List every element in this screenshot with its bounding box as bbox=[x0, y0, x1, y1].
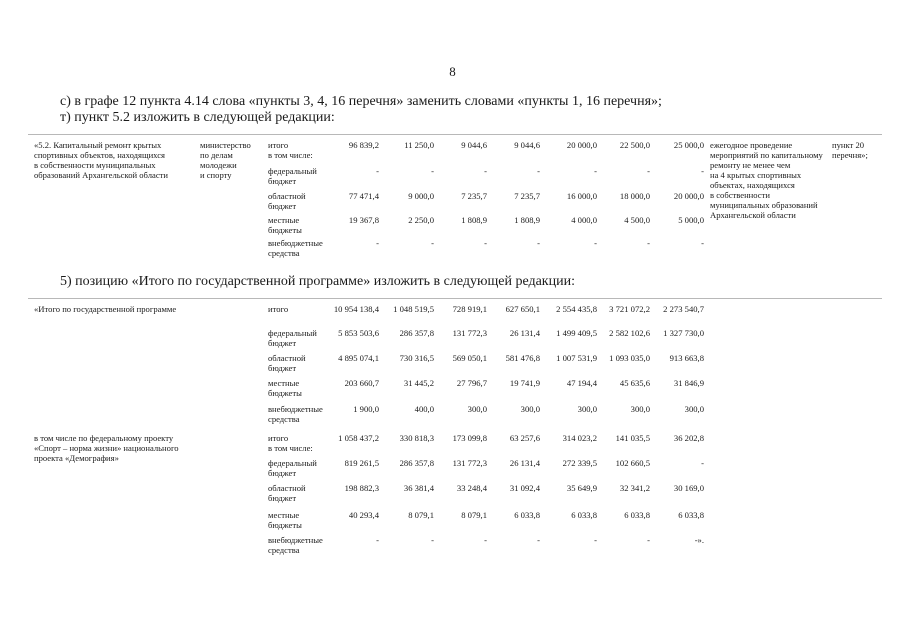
amount-cell: 26 131,4 bbox=[509, 328, 540, 338]
amount-cell: 141 035,5 bbox=[615, 433, 650, 443]
amount-cell: - bbox=[431, 166, 434, 176]
amount-cell: 1 808,9 bbox=[514, 215, 540, 225]
amount-cell: 173 099,8 bbox=[452, 433, 487, 443]
amount-cell: 77 471,4 bbox=[348, 191, 379, 201]
amount-cell: 31 445,2 bbox=[403, 378, 434, 388]
amount-cell: 6 033,8 bbox=[514, 510, 540, 520]
expected-result-line: ремонту не менее чем bbox=[710, 160, 791, 170]
measure-name-line: образований Архангельской области bbox=[34, 170, 168, 180]
amount-cell: 6 033,8 bbox=[571, 510, 597, 520]
amount-cell: 1 499 409,5 bbox=[556, 328, 597, 338]
amount-cell: 16 000,0 bbox=[566, 191, 597, 201]
amount-cell: 581 476,8 bbox=[505, 353, 540, 363]
measure-name-line: в собственности муниципальных bbox=[34, 160, 156, 170]
funding-source-label: областной bbox=[268, 191, 306, 201]
amount-cell: 198 882,3 bbox=[344, 483, 379, 493]
funding-source-label: средства bbox=[268, 545, 300, 555]
amount-cell: 1 808,9 bbox=[461, 215, 487, 225]
funding-source-label: местные bbox=[268, 510, 300, 520]
paragraph-5: 5) позицию «Итого по государственной программе» изложить в следующей редакции: bbox=[60, 274, 575, 289]
amount-cell: - bbox=[484, 238, 487, 248]
table2-top-rule bbox=[28, 298, 882, 299]
amount-cell: 4 000,0 bbox=[571, 215, 597, 225]
funding-source-label: местные bbox=[268, 215, 300, 225]
amount-cell: 32 341,2 bbox=[619, 483, 650, 493]
amount-cell: 35 649,9 bbox=[566, 483, 597, 493]
amount-cell: - bbox=[431, 535, 434, 545]
amount-cell: 730 316,5 bbox=[399, 353, 434, 363]
funding-source-label: бюджет bbox=[268, 176, 297, 186]
amount-cell: 1 093 035,0 bbox=[609, 353, 650, 363]
measure-name-line: «5.2. Капитальный ремонт крытых bbox=[34, 140, 162, 150]
amount-cell: 8 079,1 bbox=[461, 510, 487, 520]
section-name-line: в том числе по федеральному проекту bbox=[34, 433, 174, 443]
amount-cell: 8 079,1 bbox=[408, 510, 434, 520]
amount-cell: 314 023,2 bbox=[562, 433, 597, 443]
expected-result-line: муниципальных образований bbox=[710, 200, 818, 210]
amount-cell: 300,0 bbox=[684, 404, 704, 414]
amount-cell: 131 772,3 bbox=[452, 328, 487, 338]
amount-cell: 10 954 138,4 bbox=[333, 304, 379, 314]
amount-cell: - bbox=[594, 535, 597, 545]
amount-cell: 9 044,6 bbox=[514, 140, 540, 150]
indicator-link-line: пункт 20 bbox=[832, 140, 865, 150]
amount-cell: 330 818,3 bbox=[399, 433, 434, 443]
amount-cell: 7 235,7 bbox=[461, 191, 487, 201]
amount-cell: 569 050,1 bbox=[452, 353, 487, 363]
amount-cell: 6 033,8 bbox=[624, 510, 650, 520]
funding-source-label: федеральный bbox=[268, 166, 317, 176]
paragraph-t: т) пункт 5.2 изложить в следующей редакции: bbox=[60, 110, 335, 125]
amount-cell: - bbox=[537, 535, 540, 545]
funding-source-label: областной bbox=[268, 353, 306, 363]
funding-source-label: внебюджетные bbox=[268, 404, 323, 414]
funding-source-label: итого bbox=[268, 433, 289, 443]
funding-source-label: бюджет bbox=[268, 201, 297, 211]
amount-cell: 11 250,0 bbox=[404, 140, 434, 150]
amount-cell: 400,0 bbox=[414, 404, 434, 414]
funding-source-label: в том числе: bbox=[268, 150, 313, 160]
amount-cell: 1 058 437,2 bbox=[338, 433, 379, 443]
funding-source-label: федеральный bbox=[268, 458, 317, 468]
amount-cell: 2 273 540,7 bbox=[663, 304, 704, 314]
amount-cell: - bbox=[376, 238, 379, 248]
funding-source-label: областной bbox=[268, 483, 306, 493]
amount-cell: - bbox=[484, 535, 487, 545]
expected-result-line: объектах, находящихся bbox=[710, 180, 795, 190]
amount-cell: - bbox=[701, 458, 704, 468]
amount-cell: - bbox=[537, 166, 540, 176]
section-name-line: проекта «Демография» bbox=[34, 453, 119, 463]
page-number: 8 bbox=[449, 64, 456, 79]
amount-cell: - bbox=[376, 166, 379, 176]
amount-cell: 19 741,9 bbox=[509, 378, 540, 388]
amount-cell: 7 235,7 bbox=[514, 191, 540, 201]
amount-cell: 203 660,7 bbox=[344, 378, 379, 388]
expected-result-line: в собственности bbox=[710, 190, 770, 200]
funding-source-label: бюджет bbox=[268, 493, 297, 503]
amount-cell: 131 772,3 bbox=[452, 458, 487, 468]
executor-line: министерство bbox=[200, 140, 251, 150]
amount-cell: - bbox=[647, 238, 650, 248]
amount-cell: 2 554 435,8 bbox=[556, 304, 597, 314]
amount-cell: 45 635,6 bbox=[619, 378, 650, 388]
funding-source-label: бюджеты bbox=[268, 388, 302, 398]
amount-cell: 1 327 730,0 bbox=[663, 328, 704, 338]
funding-source-label: средства bbox=[268, 248, 300, 258]
amount-cell: - bbox=[431, 238, 434, 248]
table1-top-rule bbox=[28, 134, 882, 135]
executor-line: молодежи bbox=[200, 160, 237, 170]
section-name-line: «Итого по государственной программе bbox=[34, 304, 177, 314]
amount-cell: 18 000,0 bbox=[619, 191, 650, 201]
amount-cell: -». bbox=[694, 535, 704, 545]
funding-source-label: бюджет bbox=[268, 338, 297, 348]
amount-cell: 728 919,1 bbox=[452, 304, 487, 314]
amount-cell: 19 367,8 bbox=[348, 215, 379, 225]
amount-cell: - bbox=[537, 238, 540, 248]
funding-source-label: внебюджетные bbox=[268, 238, 323, 248]
funding-source-label: итого bbox=[268, 140, 289, 150]
amount-cell: 1 048 519,5 bbox=[393, 304, 434, 314]
amount-cell: - bbox=[647, 535, 650, 545]
expected-result-line: ежегодное проведение bbox=[710, 140, 793, 150]
executor-line: и спорту bbox=[200, 170, 232, 180]
amount-cell: 300,0 bbox=[467, 404, 487, 414]
amount-cell: 40 293,4 bbox=[348, 510, 379, 520]
amount-cell: - bbox=[484, 166, 487, 176]
amount-cell: 300,0 bbox=[520, 404, 540, 414]
funding-source-label: итого bbox=[268, 304, 289, 314]
amount-cell: 6 033,8 bbox=[678, 510, 704, 520]
amount-cell: 9 000,0 bbox=[408, 191, 434, 201]
amount-cell: - bbox=[701, 238, 704, 248]
amount-cell: 1 900,0 bbox=[353, 404, 379, 414]
amount-cell: - bbox=[647, 166, 650, 176]
amount-cell: 5 853 503,6 bbox=[338, 328, 379, 338]
amount-cell: 4 895 074,1 bbox=[338, 353, 379, 363]
amount-cell: - bbox=[594, 238, 597, 248]
amount-cell: 1 007 531,9 bbox=[556, 353, 597, 363]
amount-cell: 31 092,4 bbox=[509, 483, 540, 493]
amount-cell: 627 650,1 bbox=[505, 304, 540, 314]
amount-cell: - bbox=[376, 535, 379, 545]
funding-source-label: федеральный bbox=[268, 328, 317, 338]
amount-cell: - bbox=[701, 166, 704, 176]
amount-cell: 2 582 102,6 bbox=[609, 328, 650, 338]
expected-result-line: на 4 крытых спортивных bbox=[710, 170, 802, 180]
amount-cell: 63 257,6 bbox=[509, 433, 540, 443]
amount-cell: 913 663,8 bbox=[669, 353, 704, 363]
amount-cell: 25 000,0 bbox=[673, 140, 704, 150]
funding-source-label: бюджеты bbox=[268, 225, 302, 235]
paragraph-c: с) в графе 12 пункта 4.14 слова «пункты 3, 4, 16 перечня» заменить словами «пункты 1, 16 перечня»; bbox=[60, 94, 662, 109]
indicator-link-line: перечня»; bbox=[832, 150, 868, 160]
amount-cell: 2 250,0 bbox=[408, 215, 434, 225]
amount-cell: 33 248,4 bbox=[456, 483, 487, 493]
amount-cell: 31 846,9 bbox=[673, 378, 704, 388]
funding-source-label: бюджет bbox=[268, 363, 297, 373]
amount-cell: 4 500,0 bbox=[624, 215, 650, 225]
amount-cell: 22 500,0 bbox=[619, 140, 650, 150]
amount-cell: 819 261,5 bbox=[344, 458, 379, 468]
amount-cell: 300,0 bbox=[577, 404, 597, 414]
amount-cell: 20 000,0 bbox=[673, 191, 704, 201]
funding-source-label: средства bbox=[268, 414, 300, 424]
amount-cell: 300,0 bbox=[630, 404, 650, 414]
funding-source-label: бюджеты bbox=[268, 520, 302, 530]
funding-source-label: внебюджетные bbox=[268, 535, 323, 545]
amount-cell: 36 202,8 bbox=[673, 433, 704, 443]
amount-cell: 27 796,7 bbox=[456, 378, 487, 388]
funding-source-label: местные bbox=[268, 378, 300, 388]
amount-cell: 3 721 072,2 bbox=[609, 304, 650, 314]
amount-cell: 5 000,0 bbox=[678, 215, 704, 225]
amount-cell: 102 660,5 bbox=[615, 458, 650, 468]
amount-cell: 20 000,0 bbox=[566, 140, 597, 150]
expected-result-line: мероприятий по капитальному bbox=[710, 150, 823, 160]
amount-cell: 286 357,8 bbox=[399, 458, 434, 468]
amount-cell: 30 169,0 bbox=[673, 483, 704, 493]
amount-cell: 286 357,8 bbox=[399, 328, 434, 338]
amount-cell: 9 044,6 bbox=[461, 140, 487, 150]
funding-source-label: в том числе: bbox=[268, 443, 313, 453]
amount-cell: 272 339,5 bbox=[562, 458, 597, 468]
amount-cell: 47 194,4 bbox=[566, 378, 597, 388]
amount-cell: 26 131,4 bbox=[509, 458, 540, 468]
amount-cell: 96 839,2 bbox=[348, 140, 379, 150]
section-name-line: «Спорт – норма жизни» национального bbox=[34, 443, 179, 453]
amount-cell: 36 381,4 bbox=[403, 483, 434, 493]
expected-result-line: Архангельской области bbox=[710, 210, 796, 220]
executor-line: по делам bbox=[200, 150, 233, 160]
amount-cell: - bbox=[594, 166, 597, 176]
measure-name-line: спортивных объектов, находящихся bbox=[34, 150, 165, 160]
funding-source-label: бюджет bbox=[268, 468, 297, 478]
